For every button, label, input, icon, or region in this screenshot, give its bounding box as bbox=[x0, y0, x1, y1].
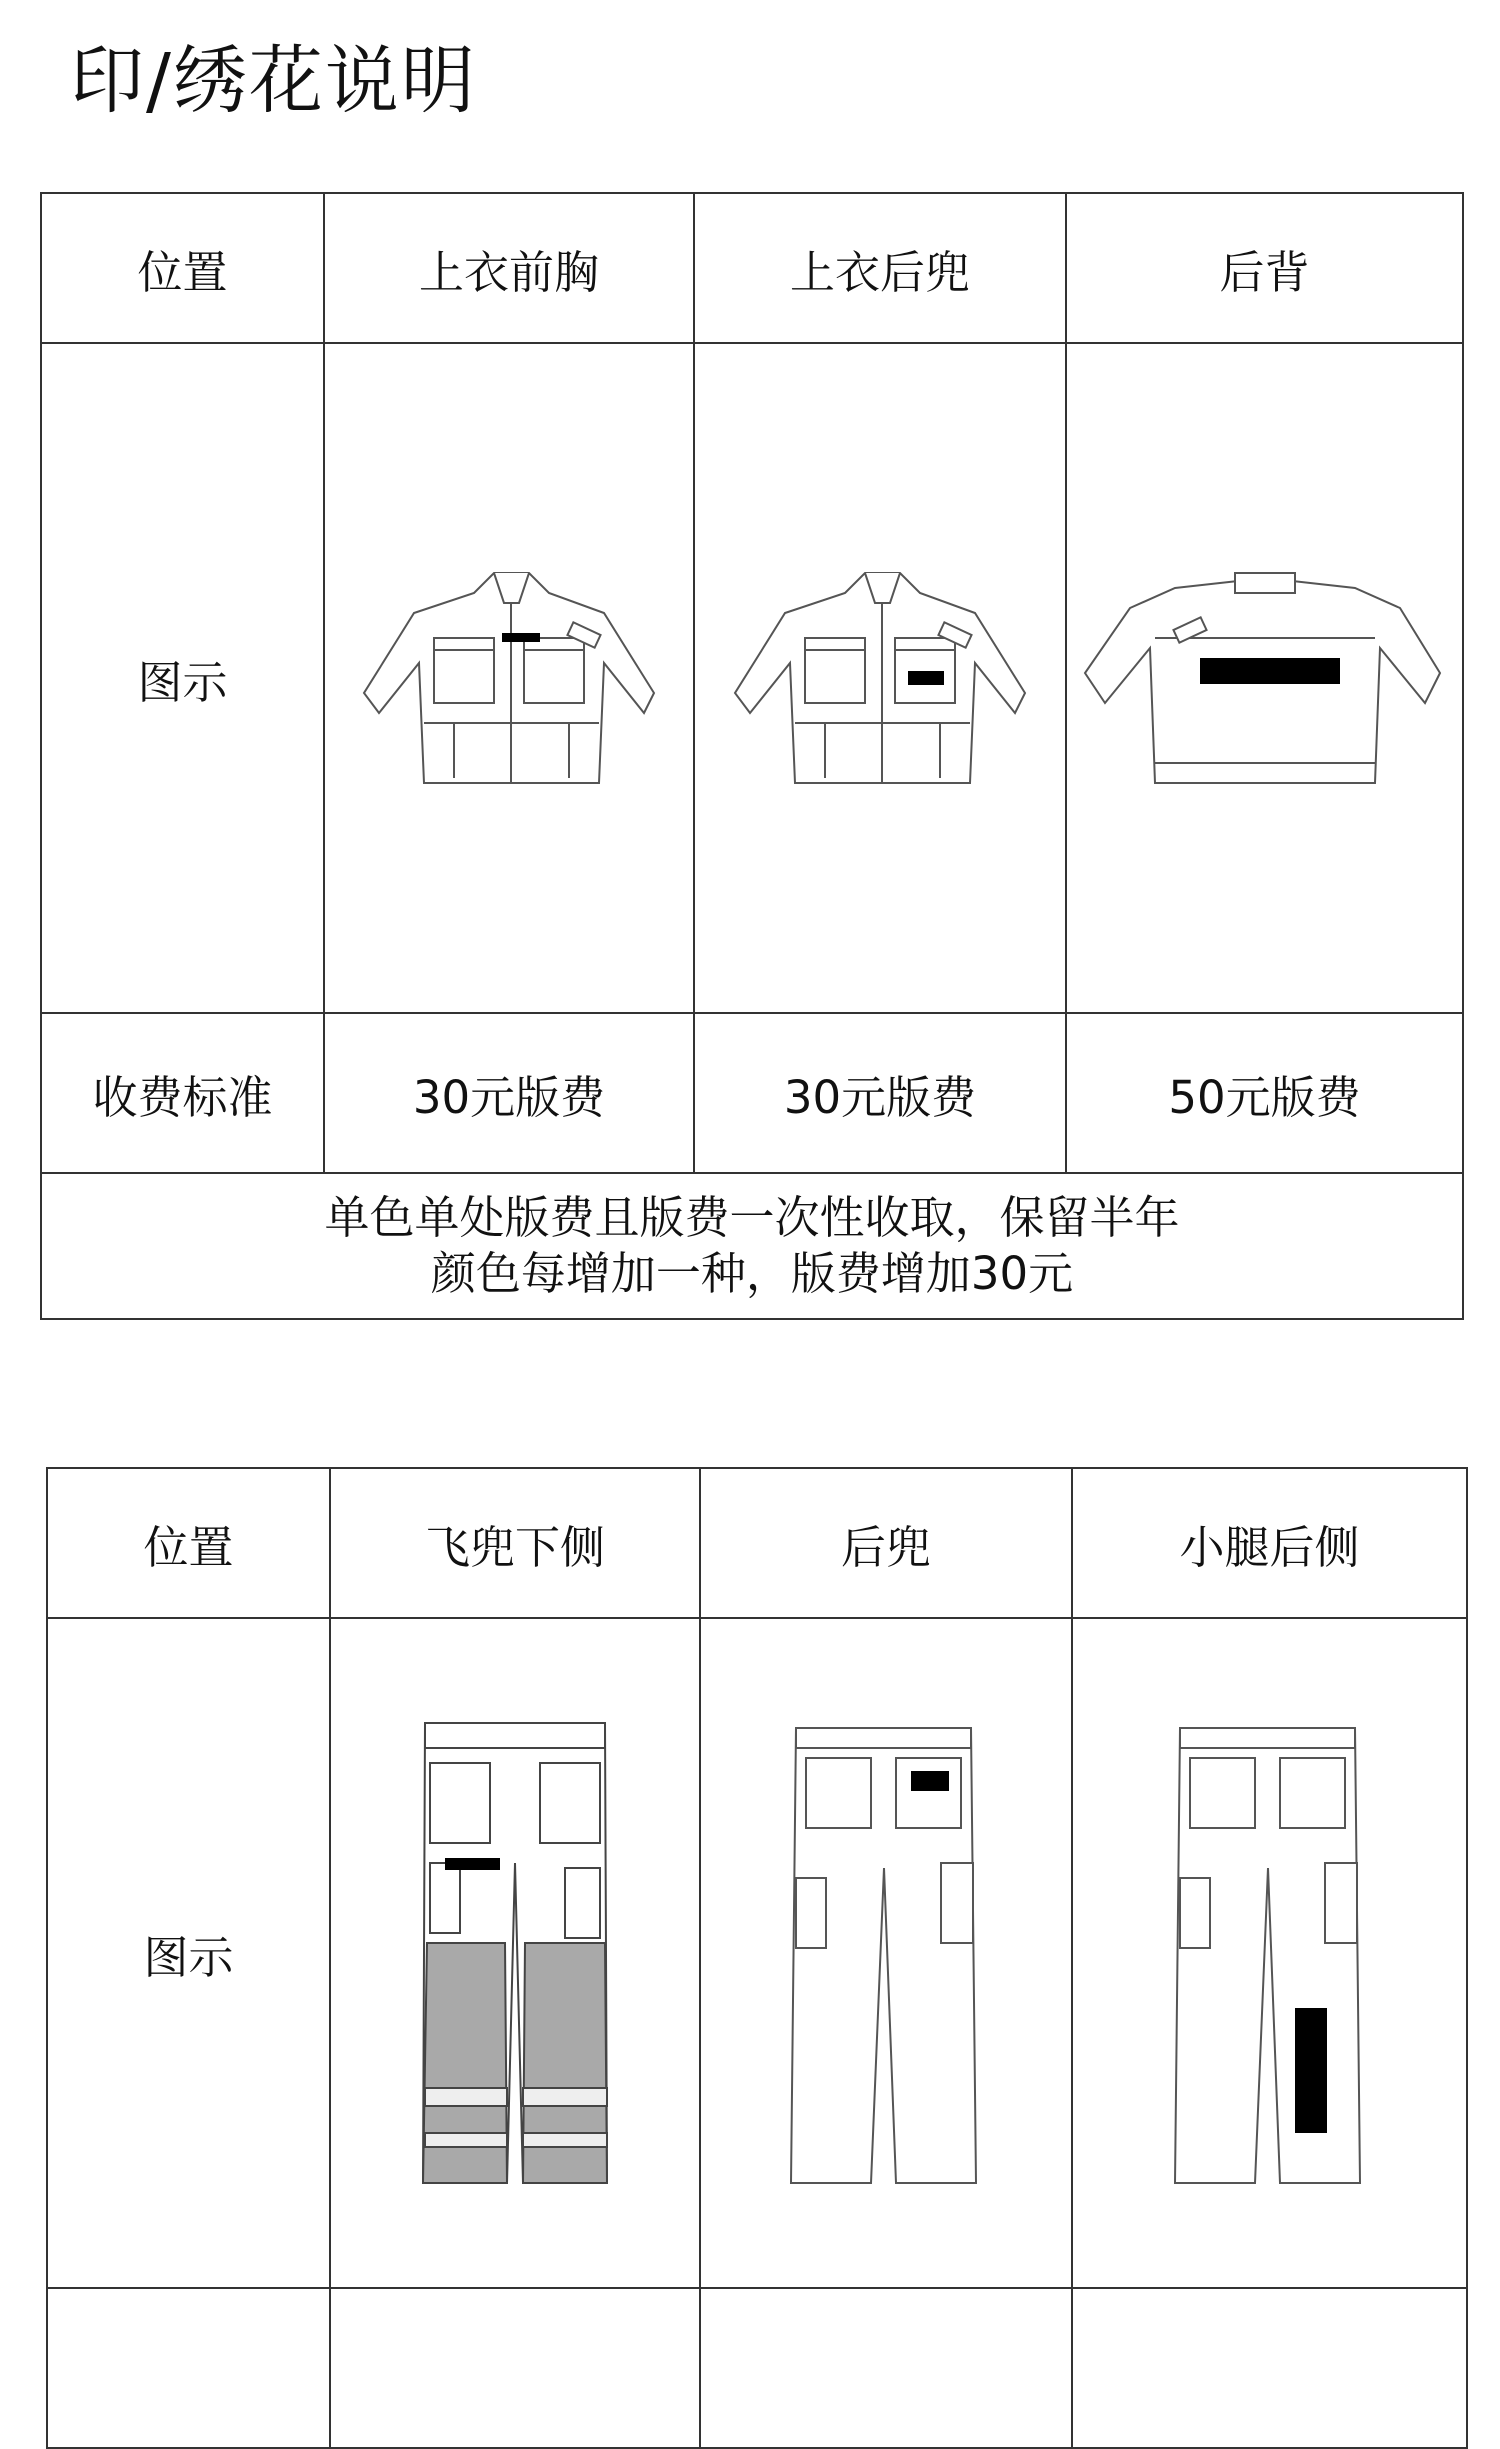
table-header-row bbox=[47, 1468, 1467, 1618]
header-back-pocket: 后兜 bbox=[700, 1468, 1072, 1618]
note-row bbox=[41, 1173, 1463, 1319]
pants-flap-pocket-icon bbox=[405, 1713, 625, 2193]
print-mark bbox=[908, 671, 944, 685]
note-line-1: 单色单处版费且版费一次性收取，保留半年 bbox=[324, 1191, 1180, 1244]
print-mark bbox=[502, 633, 540, 642]
price-row bbox=[41, 1013, 1463, 1173]
header-flap-pocket-lower: 飞兜下侧 bbox=[330, 1468, 700, 1618]
pants-back-pocket-icon bbox=[771, 1713, 1001, 2193]
partial-row bbox=[47, 2288, 1467, 2448]
figure-label: 图示 bbox=[47, 1618, 330, 2288]
price-cell: 30元版费 bbox=[694, 1013, 1066, 1173]
jacket-front-chest-icon bbox=[354, 543, 664, 813]
price-cell: 30元版费 bbox=[324, 1013, 694, 1173]
table-header-row bbox=[41, 193, 1463, 343]
jacket-print-table bbox=[40, 192, 1464, 1320]
jacket-back-icon bbox=[1080, 548, 1450, 808]
header-position: 位置 bbox=[41, 193, 324, 343]
header-back: 后背 bbox=[1066, 193, 1463, 343]
figure-row bbox=[41, 343, 1463, 1013]
price-label: 收费标准 bbox=[41, 1013, 324, 1173]
figure-row bbox=[47, 1618, 1467, 2288]
pants-calf-back-icon bbox=[1155, 1713, 1385, 2193]
header-jacket-back-pocket: 上衣后兜 bbox=[694, 193, 1066, 343]
print-mark bbox=[445, 1858, 500, 1870]
note-line-2: 颜色每增加一种，版费增加30元 bbox=[430, 1247, 1074, 1300]
print-mark bbox=[1295, 2008, 1327, 2133]
print-mark bbox=[911, 1771, 949, 1791]
header-calf-back: 小腿后侧 bbox=[1072, 1468, 1467, 1618]
header-front-chest: 上衣前胸 bbox=[324, 193, 694, 343]
pants-print-table bbox=[46, 1467, 1468, 2449]
jacket-back-pocket-icon bbox=[725, 543, 1035, 813]
header-position: 位置 bbox=[47, 1468, 330, 1618]
price-cell: 50元版费 bbox=[1066, 1013, 1463, 1173]
figure-label: 图示 bbox=[41, 343, 324, 1013]
page-title: 印/绣花说明 bbox=[70, 38, 477, 124]
print-mark bbox=[1200, 658, 1340, 684]
